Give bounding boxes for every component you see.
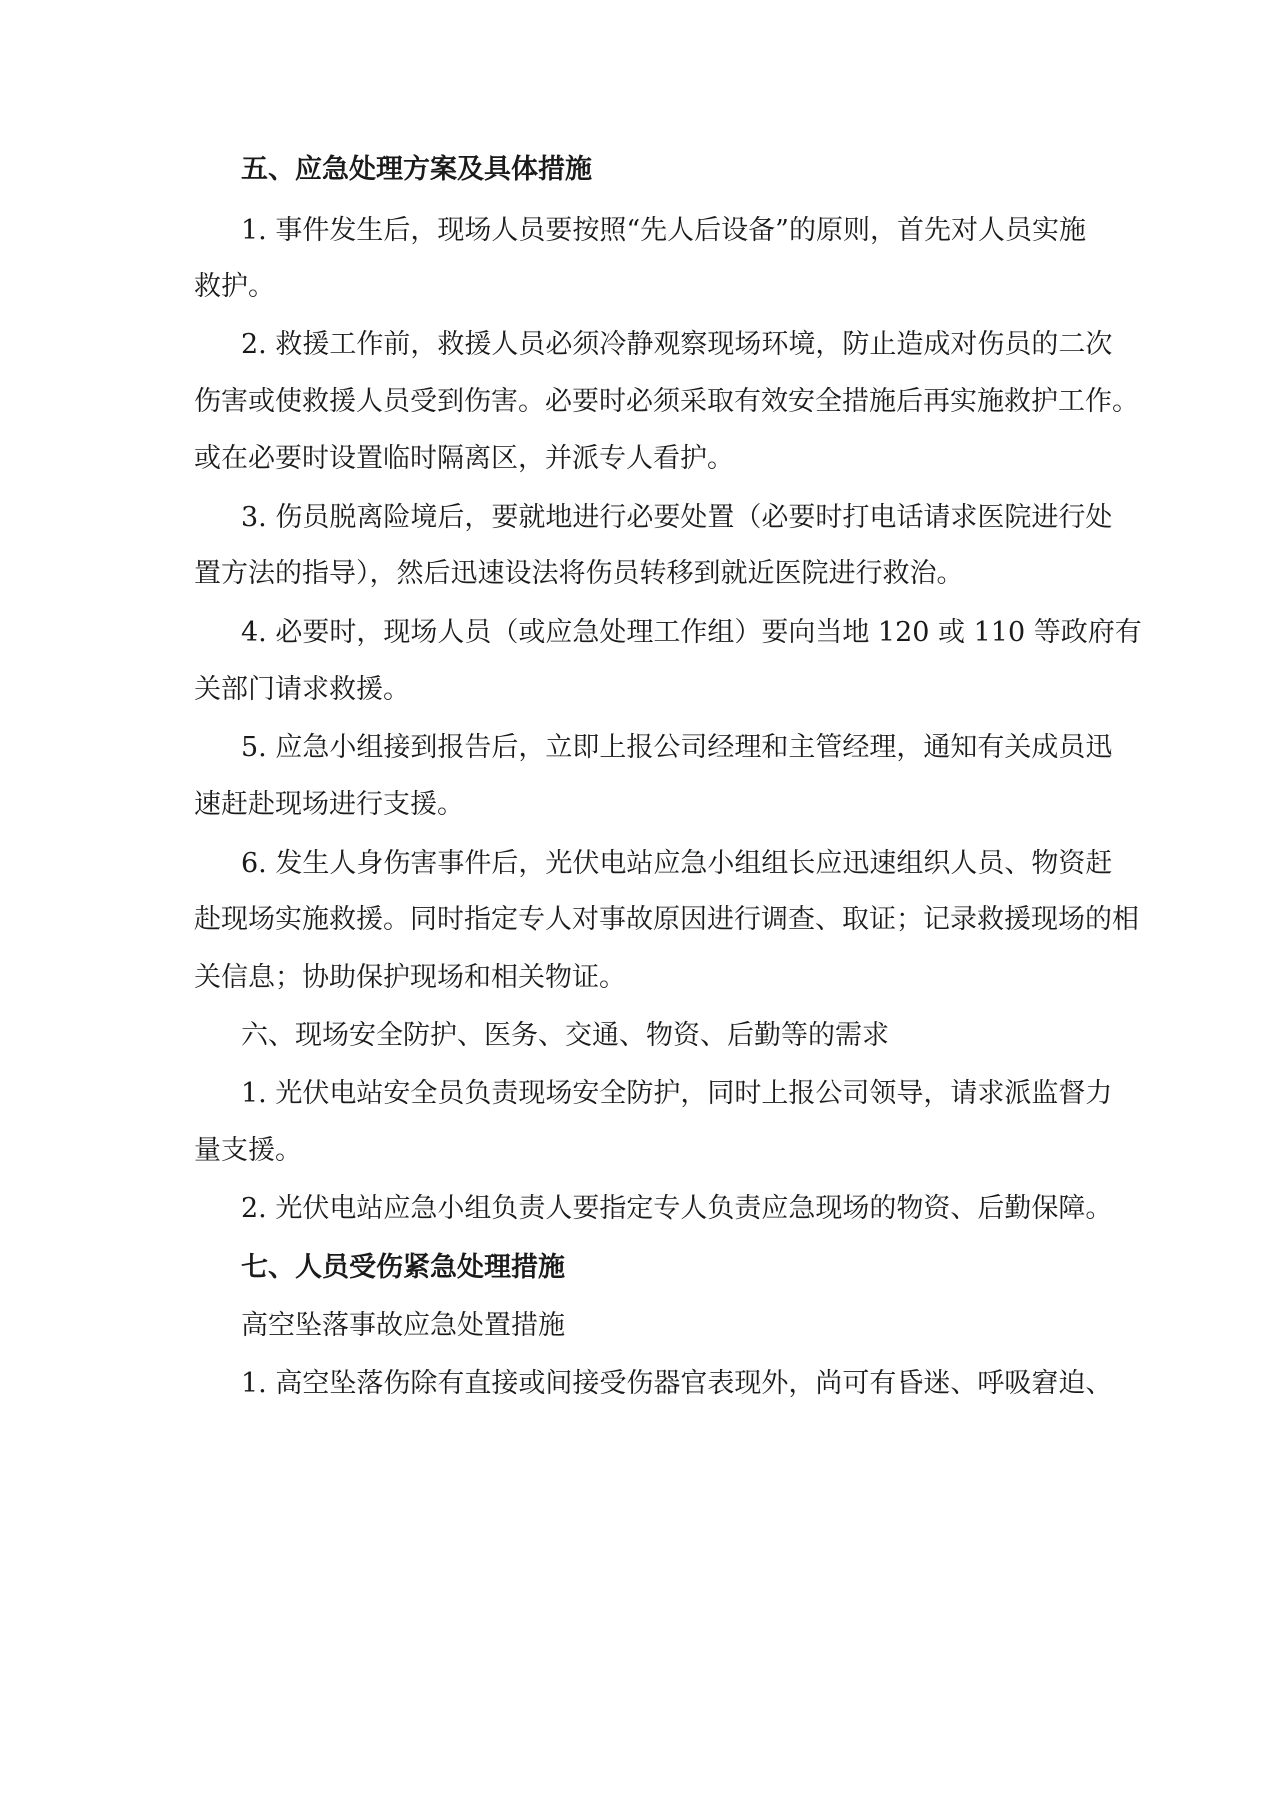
paragraph-line: 6. 发生人身伤害事件后，光伏电站应急小组组长应迅速组织人员、物资赶 (241, 848, 1113, 879)
paragraph-line: 1. 光伏电站安全员负责现场安全防护，同时上报公司领导，请求派监督力 (241, 1078, 1113, 1109)
paragraph-line: 或在必要时设置临时隔离区，并派专人看护。 (194, 443, 734, 474)
paragraph-line: 3. 伤员脱离险境后，要就地进行必要处置（必要时打电话请求医院进行处 (241, 502, 1113, 533)
paragraph-line: 置方法的指导），然后迅速设法将伤员转移到就近医院进行救治。 (194, 558, 964, 589)
paragraph-line: 5. 应急小组接到报告后，立即上报公司经理和主管经理，通知有关成员迅 (241, 732, 1113, 763)
paragraph-line: 关信息；协助保护现场和相关物证。 (194, 962, 626, 993)
paragraph-line: 量支援。 (194, 1135, 302, 1166)
paragraph-line: 伤害或使救援人员受到伤害。必要时必须采取有效安全措施后再实施救护工作。 (194, 386, 1139, 417)
subheading: 高空坠落事故应急处置措施 (241, 1310, 565, 1341)
paragraph-line: 4. 必要时，现场人员（或应急处理工作组）要向当地 120 或 110 等政府有 (241, 617, 1142, 648)
paragraph-line: 1. 事件发生后，现场人员要按照“先人后设备”的原则，首先对人员实施 (241, 215, 1086, 246)
paragraph-line: 2. 救援工作前，救援人员必须冷静观察现场环境，防止造成对伤员的二次 (241, 329, 1113, 360)
paragraph-line: 速赶赴现场进行支援。 (194, 789, 464, 820)
paragraph-line: 2. 光伏电站应急小组负责人要指定专人负责应急现场的物资、后勤保障。 (241, 1193, 1113, 1224)
paragraph-line: 关部门请求救援。 (194, 674, 410, 705)
section-heading-5: 五、应急处理方案及具体措施 (241, 154, 592, 185)
paragraph-line: 赴现场实施救援。同时指定专人对事故原因进行调查、取证；记录救援现场的相 (194, 904, 1139, 935)
section-heading-7: 七、人员受伤紧急处理措施 (241, 1252, 565, 1283)
section-heading-6: 六、现场安全防护、医务、交通、物资、后勤等的需求 (241, 1020, 889, 1051)
paragraph-line: 救护。 (194, 271, 275, 302)
paragraph-line: 1. 高空坠落伤除有直接或间接受伤器官表现外，尚可有昏迷、呼吸窘迫、 (241, 1368, 1113, 1399)
